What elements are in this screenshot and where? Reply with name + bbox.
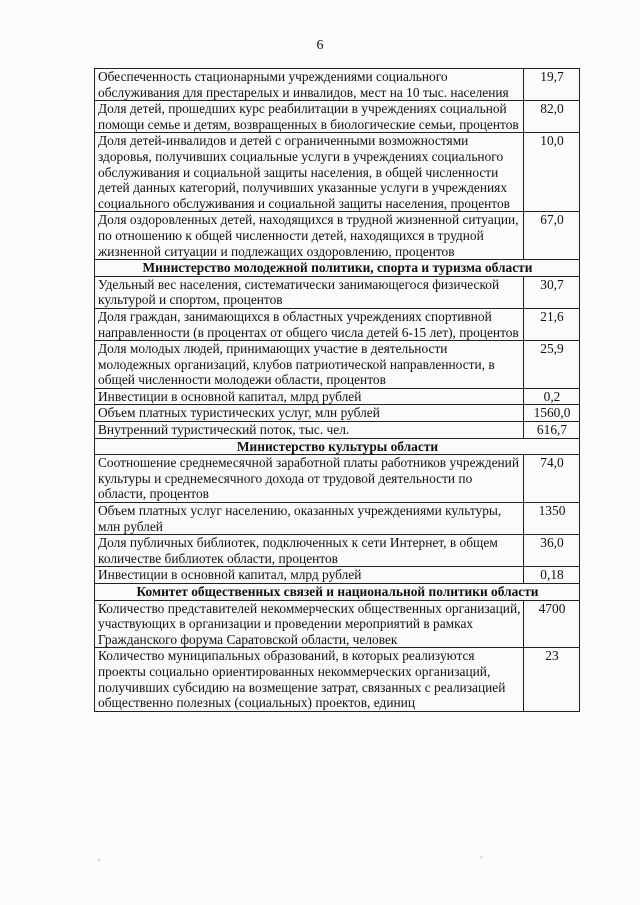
indicator-value: 1560,0	[524, 405, 580, 422]
indicator-row	[95, 535, 580, 567]
indicator-row	[95, 133, 580, 212]
indicator-row	[95, 567, 580, 584]
indicator-row	[95, 648, 580, 711]
indicator-value: 30,7	[524, 276, 580, 308]
indicator-value: 19,7	[524, 69, 580, 101]
scan-mark: ˘	[98, 858, 101, 867]
indicator-name: Объем платных туристических услуг, млн рублей	[95, 405, 524, 422]
section-header-row	[95, 438, 580, 455]
indicator-name: Доля граждан, занимающихся в областных учреждениях спортивной направленности (в процентах от общего числа детей 6-15 лет), процентов	[95, 308, 524, 340]
indicator-value: 616,7	[524, 422, 580, 439]
indicator-row	[95, 341, 580, 389]
indicator-value: 36,0	[524, 535, 580, 567]
indicator-name: Доля оздоровленных детей, находящихся в трудной жизненной ситуации, по отношению к общей численности детей, находящихся в трудной жизненной ситуации и подлежащих оздоровлению, процентов	[95, 212, 524, 260]
indicator-value: 10,0	[524, 133, 580, 212]
indicator-value: 67,0	[524, 212, 580, 260]
indicator-row	[95, 405, 580, 422]
indicator-value: 4700	[524, 600, 580, 648]
indicator-value: 74,0	[524, 455, 580, 503]
section-title: Министерство культуры области	[95, 438, 580, 455]
indicator-name: Удельный вес населения, систематически занимающегося физической культурой и спортом, процентов	[95, 276, 524, 308]
indicator-name: Доля детей-инвалидов и детей с ограниченными возможностями здоровья, получивших социальные услуги в учреждениях социального обслуживания и социальной защиты населения, в общей численности детей данных категорий, получивших указанные услуги в учреждениях социального обслуживания и социальной защиты населения, процентов	[95, 133, 524, 212]
page-number: 6	[316, 38, 324, 53]
indicator-name: Доля детей, прошедших курс реабилитации в учреждениях социальной помощи семье и детям, возвращенных в биологические семьи, процентов	[95, 101, 524, 133]
section-header-row	[95, 260, 580, 277]
indicator-name: Количество муниципальных образований, в которых реализуются проекты социально ориентированных некоммерческих организаций, получивших субсидию на возмещение затрат, связанных с реализацией общественно полезных (социальных) проектов, единиц	[95, 648, 524, 711]
indicator-row	[95, 388, 580, 405]
indicator-name: Объем платных услуг населению, оказанных учреждениями культуры, млн рублей	[95, 503, 524, 535]
indicator-row	[95, 455, 580, 503]
indicator-name: Инвестиции в основной капитал, млрд рублей	[95, 567, 524, 584]
indicator-row	[95, 69, 580, 101]
indicator-row	[95, 600, 580, 648]
indicators-table-body	[95, 69, 580, 712]
indicators-table	[94, 68, 580, 712]
section-header-row	[95, 584, 580, 601]
indicator-row	[95, 503, 580, 535]
indicator-row	[95, 101, 580, 133]
indicator-value: 0,2	[524, 388, 580, 405]
indicator-value: 82,0	[524, 101, 580, 133]
indicator-row	[95, 276, 580, 308]
indicator-value: 23	[524, 648, 580, 711]
indicator-name: Доля молодых людей, принимающих участие в деятельности молодежных организаций, клубов патриотической направленности, в общей численности молодежи области, процентов	[95, 341, 524, 389]
indicator-name: Доля публичных библиотек, подключенных к сети Интернет, в общем количестве библиотек области, процентов	[95, 535, 524, 567]
indicator-value: 1350	[524, 503, 580, 535]
indicator-name: Обеспеченность стационарными учреждениями социального обслуживания для престарелых и инвалидов, мест на 10 тыс. населения	[95, 69, 524, 101]
indicator-row	[95, 212, 580, 260]
indicator-name: Инвестиции в основной капитал, млрд рублей	[95, 388, 524, 405]
indicator-value: 0,18	[524, 567, 580, 584]
indicator-name: Внутренний туристический поток, тыс. чел.	[95, 422, 524, 439]
section-title: Комитет общественных связей и национальной политики области	[95, 584, 580, 601]
scan-mark: ˘	[480, 855, 483, 864]
indicator-row	[95, 308, 580, 340]
indicator-value: 21,6	[524, 308, 580, 340]
indicator-name: Количество представителей некоммерческих общественных организаций, участвующих в организации и проведении мероприятий в рамках Гражданского форума Саратовской области, человек	[95, 600, 524, 648]
indicator-name: Соотношение среднемесячной заработной платы работников учреждений культуры и среднемесячного дохода от трудовой деятельности по области, процентов	[95, 455, 524, 503]
section-title: Министерство молодежной политики, спорта и туризма области	[95, 260, 580, 277]
indicator-row	[95, 422, 580, 439]
indicator-value: 25,9	[524, 341, 580, 389]
